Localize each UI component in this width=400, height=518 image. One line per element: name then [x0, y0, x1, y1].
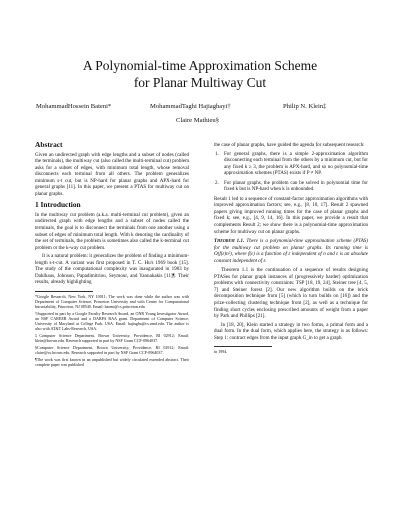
theorem — [214, 238, 368, 264]
author-2: MohammadTaghi Hajiaghayi† — [150, 103, 231, 110]
author-4: Claire Mathieu§ — [176, 117, 220, 124]
footnote-2: †Supported in part by a Google Faculty Research Award, an ONR Young Investigator Award, an NSF CAREER Award and a DARPA BAA grant. Department of Computer Science, University of Maryland at College Park, USA. Email: hajiagha@cs.umd.edu. The author is also with AT&T Labs-Research, USA. — [35, 311, 189, 332]
theorem-text: There is a polynomial-time approximation scheme (PTAS) for the multiway cut problem on planar graphs. Its running time is O(f(ε)n²), where f(ε) is a function of ε independent of n and ε is an absolute constant independent of ε. — [214, 238, 368, 264]
paper-title — [0, 57, 400, 91]
left-column — [35, 142, 189, 369]
author-3: Philip N. Klein‡ — [283, 103, 327, 110]
footnote-rule — [35, 291, 93, 292]
body-paragraph: Theorem 1.1 is the continuation of a sequence of results designing PTASes for planar graph instances of (progressively harder) optimization problems with connectivity constraints: TSP [18, 19, 24], Steiner tree [4, 5, 7] and Steiner forest [2]. Our new algorithm builds on the brick decomposition technique from [5] (which in turn builds on [16]) and the prize-collecting clustering technique from [2], as well as a technique for finding short cycles enclosing prescribed amounts of weight from a paper by Park and Phillips [21]. — [214, 267, 368, 320]
list-item-text: For planar graphs, the problem can be solved in polynomial time for fixed k but is NP-hard when k is unbounded. — [224, 179, 368, 193]
theorem-label: Theorem 1.1. — [214, 238, 245, 245]
result-paragraph: Result 1 led to a sequence of constant-factor approximation algorithms with improved approximation factors; see, e.g., [8, 10, 17]. Result 2 spawned papers giving improved running times for the case of planar graphs and fixed k; see, e.g., [4, 9, 14, 16]. In this paper, we provide a result that complements Result 2; we show there is a polynomial-time approximation scheme for multiway cut on planar graphs. — [214, 195, 368, 235]
title-line-1: A Polynomial-time Approximation Scheme — [82, 58, 318, 73]
footnote-3: ‡Computer Science Department, Brown University, Providence, RI 02912; Email: klein@brown.edu. Research supported in part by NSF Grant CCF-0964037. — [35, 333, 189, 344]
footnote-4: §Computer Science Department, Brown University, Providence, RI 02912; Email: claire@cs.brown.edu. Research supported in part by NSF Grant CCF-0964037. — [35, 345, 189, 356]
right-column — [214, 142, 368, 356]
section-heading-introduction: 1 Introduction — [35, 200, 81, 210]
body-paragraph: In [18, 20], Klein started a strategy in two forms, a primal form and a dual form. In the dual form, which applies here, the strategy is as follows: Step 1: contract edges from the input graph G_in to get a graph — [214, 321, 368, 341]
footnote-continuation: in 1994. — [214, 349, 228, 355]
intro-paragraph-2: It is a natural problem: it generalizes the problem of finding a minimum-length s-t-cut. A variant was first proposed in T. C. Hu's 1969 book [15]. The study of the computational complexity was inaugurated in 1983 by Dahlhaus, Johnson, Papadimitriou, Seymour, and Yannakakis [11]¶. Their results, already highlighting — [35, 253, 189, 286]
abstract-heading: Abstract — [35, 140, 63, 149]
footnote-rule — [214, 346, 272, 347]
list-item-number: 1. — [215, 150, 219, 157]
list-item-text: For general graphs, there is a simple 2-approximation algorithm disconnecting each terminal from the others by a minimum cut, but for any fixed k ≥ 3, the problem is APX-hard, and so no polynomial-time approximation schemes (PTAS) exists if P ≠ NP. — [224, 150, 368, 177]
title-line-2: for Planar Multiway Cut — [133, 75, 267, 90]
list-item — [214, 151, 368, 177]
results-list — [214, 151, 368, 193]
list-item — [214, 180, 368, 193]
list-item-number: 2. — [215, 179, 219, 186]
intro-paragraph-1: In the multiway cut problem (a.k.a. multi-terminal cut problem), given an undirected graph with edge lengths and a subset of nodes called the terminals, the goal is to disconnect the terminals from one another using a subset of edges of minimum total length. With k denoting the cardinality of the set of terminals, the problem is sometimes also called the k-terminal cut problem or the k-way cut problem. — [35, 211, 189, 251]
author-1: MohammadHossein Bateni* — [36, 103, 112, 110]
footnote-5: ¶The work was first known in an unpublished but widely circulated extended abstract. Their complete paper was published — [35, 357, 189, 368]
right-intro-paragraph: the case of planar graphs, have guided the agenda for subsequent research: — [214, 142, 365, 148]
footnote-1: *Google Research, New York, NY 10011; The work was done while the author was with Department of Computer Science, Princeton University and with Center for Computational Intractability, Princeton, NJ 08540. Email: bateni@cs.princeton.edu — [35, 293, 189, 310]
abstract-text: Given an undirected graph with edge lengths and a subset of nodes (called the terminals), the multiway cut (also called the multi-terminal cut) problem asks for a subset of edges, with minimum total length, whose removal disconnects each terminal from all others. The problem generalizes minimum s-t cut, but is NP-hard for planar graphs and APX-hard for general graphs [11]. In this paper, we present a PTAS for multiway cut on planar graphs. — [35, 151, 189, 197]
